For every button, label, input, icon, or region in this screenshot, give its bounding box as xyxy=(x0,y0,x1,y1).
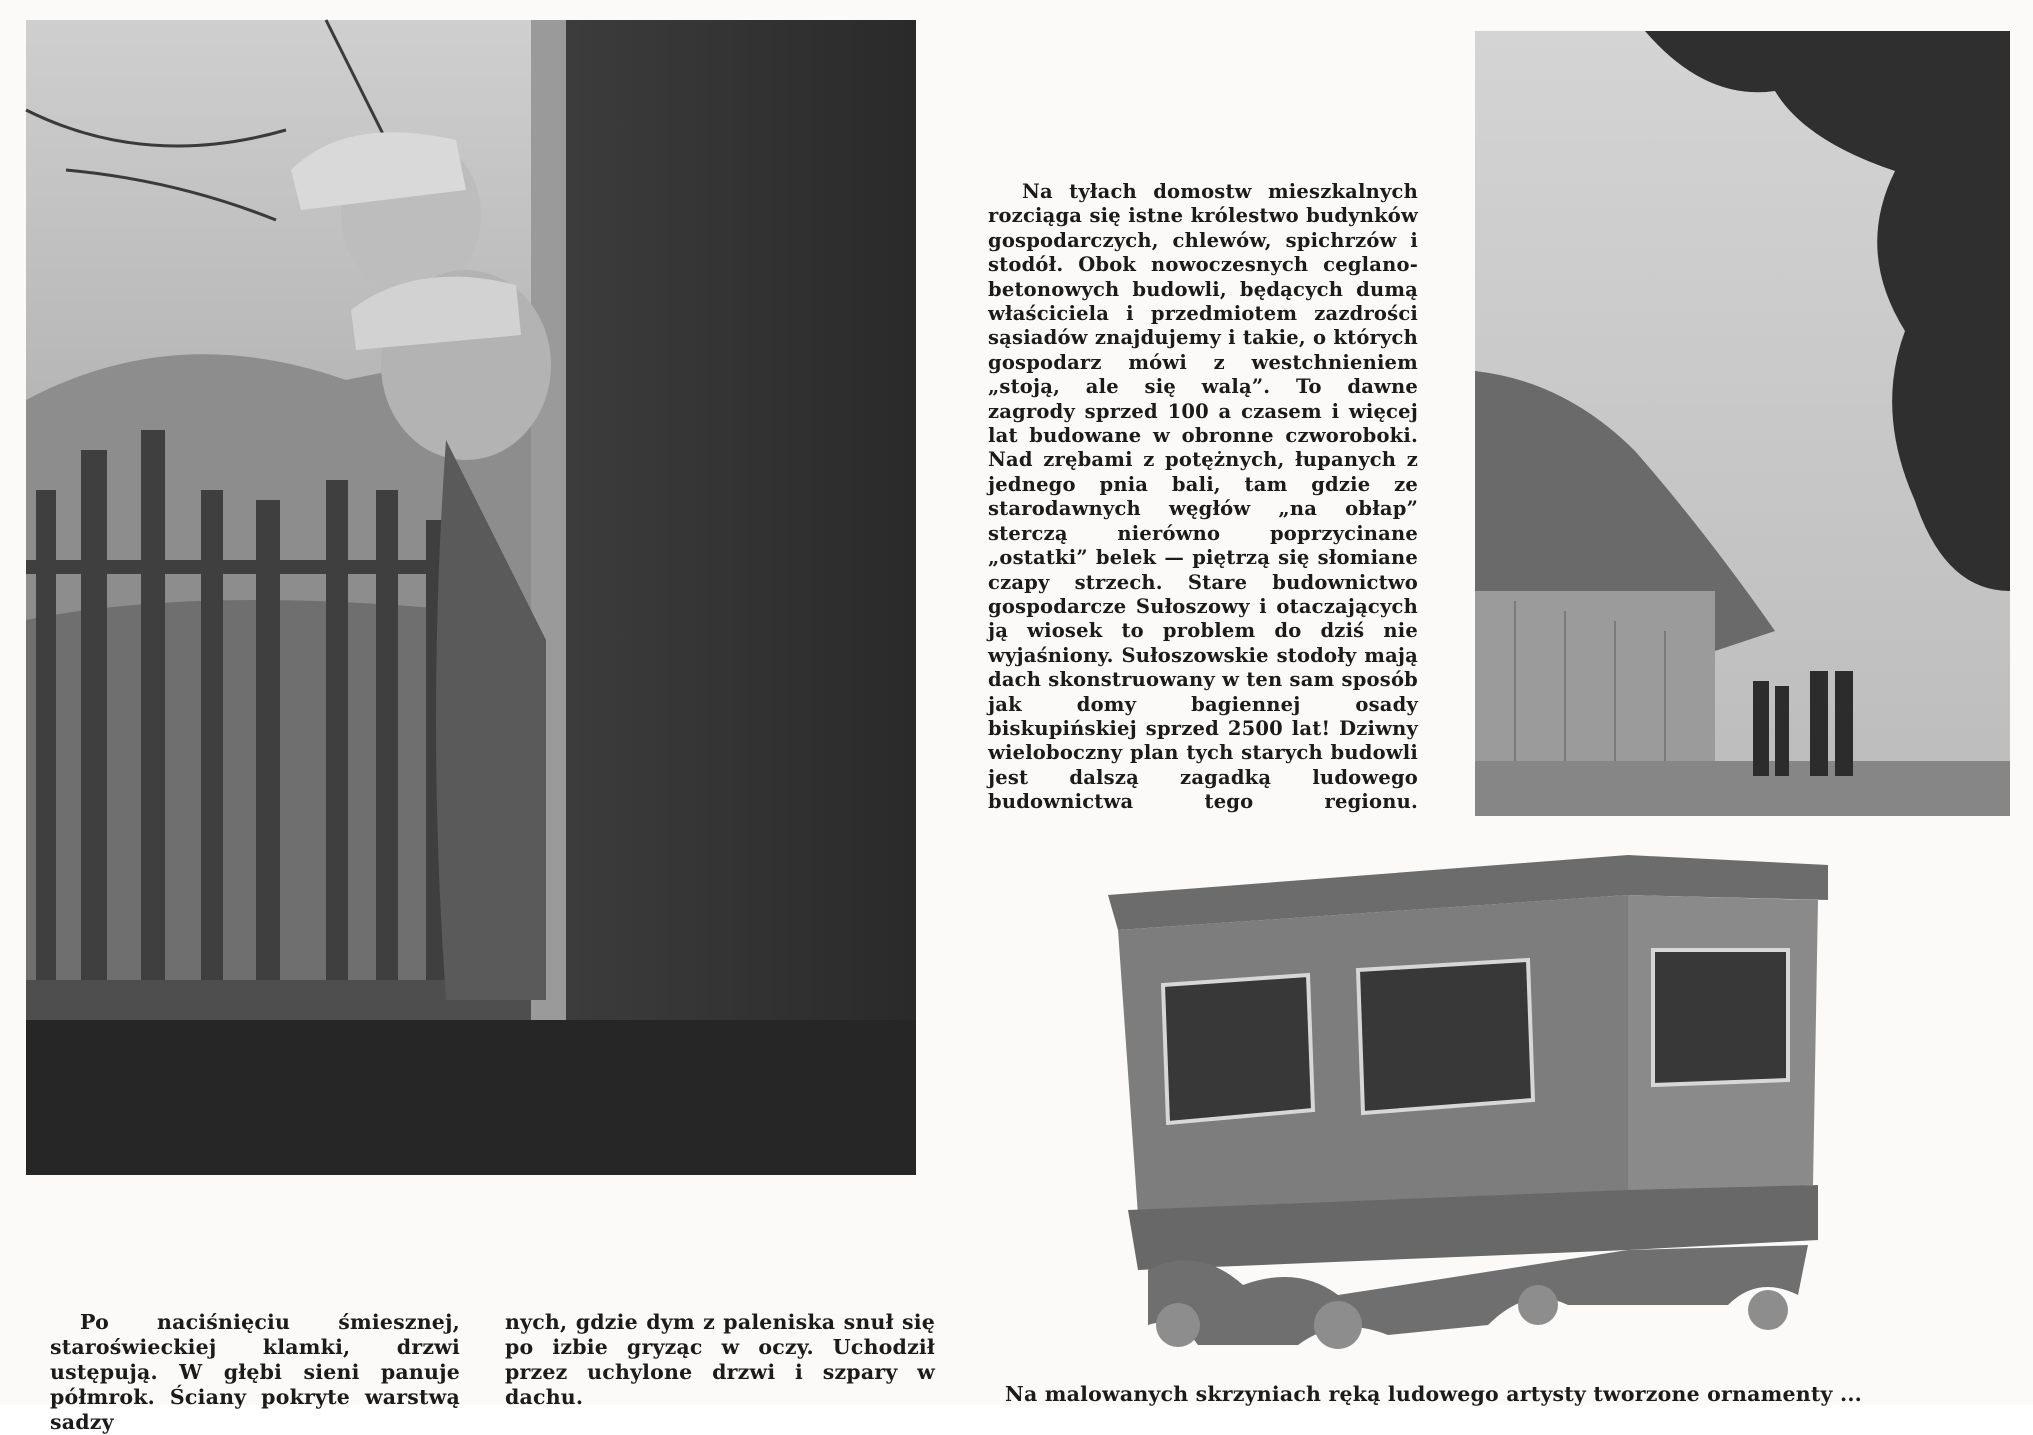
bottom-left-paragraph: Po naciśnięciu śmiesznej, staroświeckiej klamki, drzwi ustępują. W głębi sieni panuje półmrok. Ściany pokryte warstwą sadzy xyxy=(50,1310,460,1434)
article-text-bottom-left xyxy=(50,1310,460,1434)
thatched-barn-photo xyxy=(1475,31,2010,816)
article-text-bottom-right xyxy=(1005,1382,2015,1405)
article-text-bottom-middle xyxy=(505,1310,935,1409)
bottom-middle-paragraph: nych, gdzie dym z paleniska snuł się po izbie gryząc w oczy. Uchodził przez uchylone drzwi i szpary w dachu. xyxy=(505,1310,935,1409)
boys-peeking-photo xyxy=(26,20,916,1175)
painted-chest-photo xyxy=(1108,855,1828,1350)
article-text-middle-column xyxy=(988,180,1418,820)
bottom-right-paragraph: Na malowanych skrzyniach ręką ludowego artysty tworzone ornamenty ... xyxy=(1005,1382,1863,1406)
middle-column-paragraph: Na tyłach domostw mieszkalnych rozciąga się istne królestwo budynków gospodarczych, chlewów, spichrzów i stodół. Obok nowoczesnych ceglano-betonowych budowli, będących dumą właściciela i przedmiotem zazdrości sąsiadów znajdujemy i takie, o których gospodarz mówi z westchnieniem „stoją, ale się walą”. To dawne zagrody sprzed 100 a czasem i więcej lat budowane w obronne czworoboki. Nad zrębami z potężnych, łupanych z jednego pnia bali, tam gdzie ze starodawnych węgłów „na obłap” sterczą nierówno poprzycinane „ostatki” belek — piętrzą się słomiane czapy strzech. Stare budownictwo gospodarcze Sułoszowy i otaczających ją wiosek to problem do dziś nie wyjaśniony. Sułoszowskie stodoły mają dach skonstruowany w ten sam sposób jak domy bagiennej osady biskupińskiej sprzed 2500 lat! Dziwny wieloboczny plan tych starych budowli jest dalszą zagadką ludowego budownictwa tego regionu. xyxy=(988,180,1418,814)
